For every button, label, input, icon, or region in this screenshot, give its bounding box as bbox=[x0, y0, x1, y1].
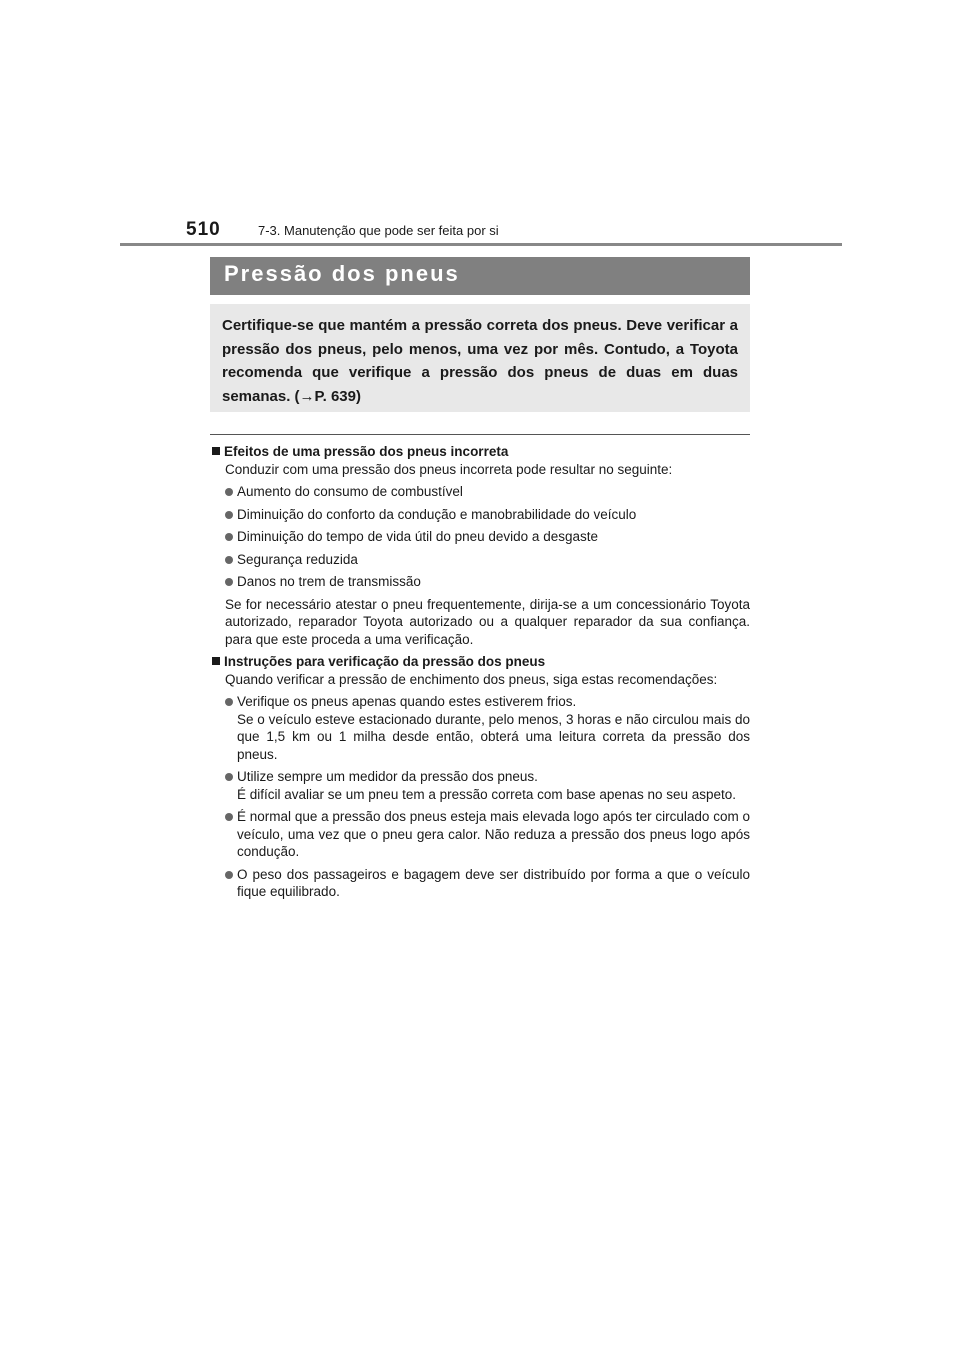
list-item: Diminuição do tempo de vida útil do pneu devido a desgaste bbox=[225, 528, 750, 546]
round-bullet-icon bbox=[225, 698, 233, 706]
list-item: Verifique os pneus apenas quando estes estiverem frios. Se o veículo esteve estacionado durante, pelo menos, 3 horas e não circulou mais do que 1,5 km ou 1 milha desde então, obterá uma leitura correta da pressão dos pneus. bbox=[225, 693, 750, 763]
page-title: Pressão dos pneus bbox=[224, 261, 460, 286]
list-item: Utilize sempre um medidor da pressão dos pneus. É difícil avaliar se um pneu tem a pressão correta com base apenas no seu aspeto. bbox=[225, 768, 750, 803]
list-item: Danos no trem de transmissão bbox=[225, 573, 750, 591]
section-reference: 7-3. Manutenção que pode ser feita por si bbox=[258, 223, 499, 238]
intro-text: Certifique-se que mantém a pressão correta dos pneus. Deve verificar a pressão dos pneus, pelo menos, uma vez por mês. Contudo, a Toyota recomenda que verifique a pressão dos pneus de duas em duas semanas. (→P. 639) bbox=[222, 317, 738, 405]
header-divider bbox=[120, 243, 842, 246]
list-item: Diminuição do conforto da condução e manobrabilidade do veículo bbox=[225, 506, 750, 524]
title-bar bbox=[210, 257, 750, 295]
list-item: O peso dos passageiros e bagagem deve ser distribuído por forma a que o veículo fique equilibrado. bbox=[225, 866, 750, 901]
round-bullet-icon bbox=[225, 556, 233, 564]
section-intro: Conduzir com uma pressão dos pneus incorreta pode resultar no seguinte: bbox=[225, 461, 673, 477]
list-item: É normal que a pressão dos pneus esteja mais elevada logo após ter circulado com o veículo, uma vez que o pneu gera calor. Não reduza a pressão dos pneus logo após condução. bbox=[225, 808, 750, 861]
square-bullet-icon bbox=[212, 447, 220, 455]
page-header bbox=[186, 219, 846, 245]
page-number: 510 bbox=[186, 219, 221, 240]
list-item: Aumento do consumo de combustível bbox=[225, 483, 750, 501]
round-bullet-icon bbox=[225, 511, 233, 519]
round-bullet-icon bbox=[225, 488, 233, 496]
list-item: Segurança reduzida bbox=[225, 551, 750, 569]
section-outro: Se for necessário atestar o pneu frequentemente, dirija-se a um concessionário Toyota autorizado, reparador Toyota autorizado ou a qualquer reparador da sua confiança. para que este proceda a uma verificação. bbox=[225, 596, 750, 647]
round-bullet-icon bbox=[225, 813, 233, 821]
content bbox=[212, 443, 750, 901]
round-bullet-icon bbox=[225, 773, 233, 781]
section-heading: Efeitos de uma pressão dos pneus incorreta bbox=[212, 443, 750, 461]
content-divider bbox=[210, 434, 750, 435]
section-heading: Instruções para verificação da pressão dos pneus bbox=[212, 653, 750, 671]
round-bullet-icon bbox=[225, 533, 233, 541]
section-intro: Quando verificar a pressão de enchimento dos pneus, siga estas recomendações: bbox=[225, 671, 718, 687]
square-bullet-icon bbox=[212, 657, 220, 665]
intro-box bbox=[210, 304, 750, 412]
round-bullet-icon bbox=[225, 871, 233, 879]
round-bullet-icon bbox=[225, 578, 233, 586]
